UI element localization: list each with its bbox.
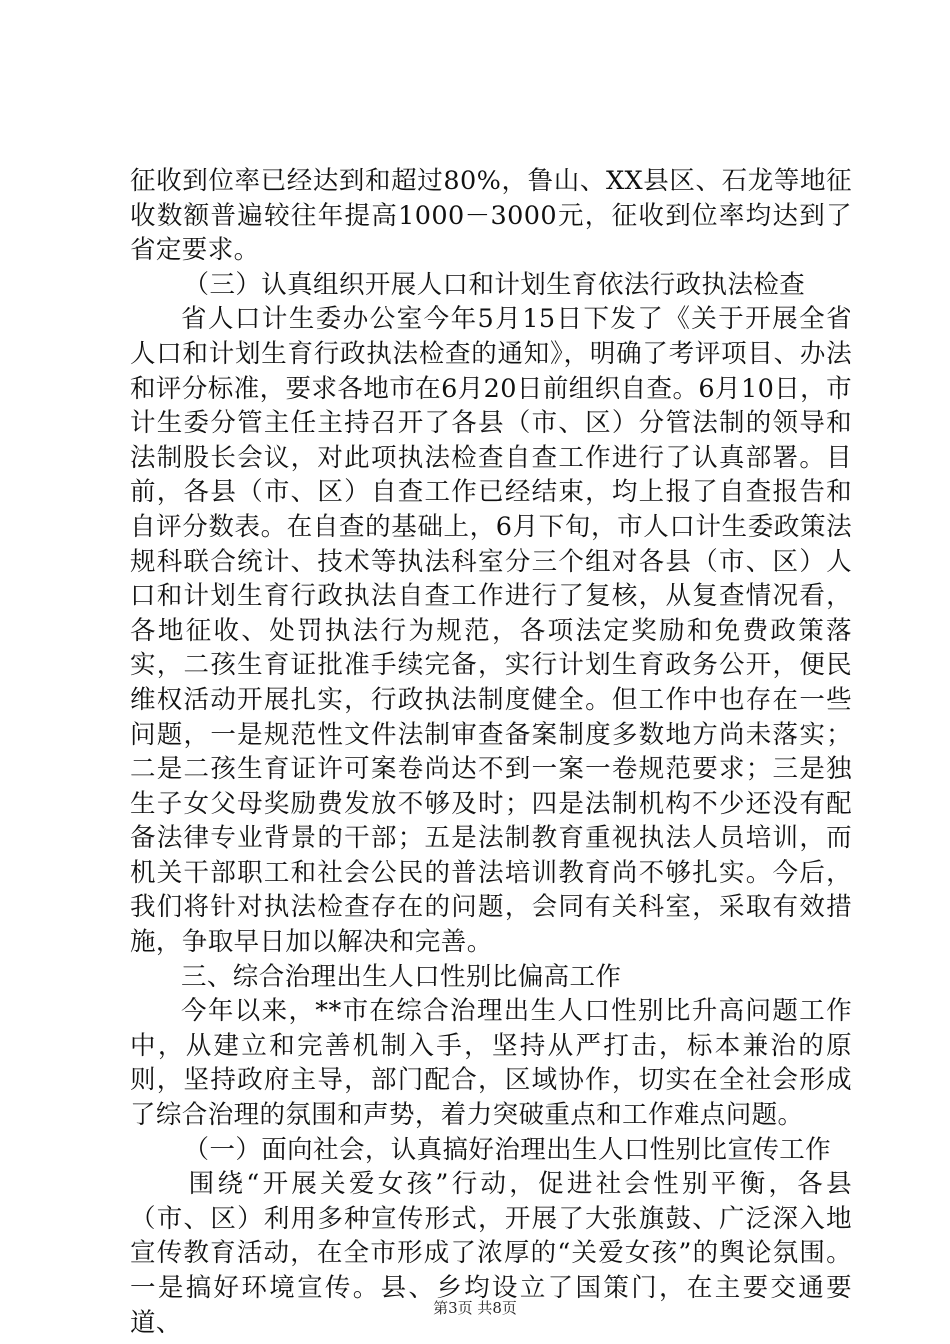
paragraph-fee-collection: 征收到位率已经达到和超过80%，鲁山、XX县区、石龙等地征收数额普遍较往年提高1000－3000元，征收到位率均达到了省定要求。 (130, 166, 852, 266)
paragraph-sex-ratio-overview: 今年以来，**市在综合治理出生人口性别比升高问题工作中，从建立和完善机制入手，坚持从严打击，标本兼治的原则，坚持政府主导，部门配合，区域协作，切实在全社会形成了综合治理的氛围和声势，着力突破重点和工作难点问题。 (130, 996, 852, 1131)
document-body (130, 164, 852, 1340)
paragraph-inspection-details: 省人口计生委办公室今年5月15日下发了《关于开展全省人口和计划生育行政执法检查的通知》，明确了考评项目、办法和评分标准，要求各地市在6月20日前组织自查。6月10日，市计生委分管主任主持召开了各县（市、区）分管法制的领导和法制股长会议，对此项执法检查自查工作进行了认真部署。目前，各县（市、区）自查工作已经结束，均上报了自查报告和自评分数表。在自查的基础上，6月下旬，市人口计生委政策法规科联合统计、技术等执法科室分三个组对各县（市、区）人口和计划生育行政执法自查工作进行了复核，从复查情况看，各地征收、处罚执法行为规范，各项法定奖励和免费政策落实，二孩生育证批准手续完备，实行计划生育政务公开，便民维权活动开展扎实，行政执法制度健全。但工作中也存在一些问题，一是规范性文件法制审查备案制度多数地方尚未落实；二是二孩生育证许可案卷尚达不到一案一卷规范要求；三是独生子女父母奖励费发放不够及时；四是法制机构不少还没有配备法律专业背景的干部；五是法制教育重视执法人员培训，而机关干部职工和社会公民的普法培训教育尚不够扎实。今后，我们将针对执法检查存在的问题，会同有关科室，采取有效措施，争取早日加以解决和完善。 (130, 304, 852, 958)
paragraph-publicity-details: 围绕“开展关爱女孩”行动，促进社会性别平衡，各县（市、区）利用多种宣传形式，开展了大张旗鼓、广泛深入地宣传教育活动，在全市形成了浓厚的“关爱女孩”的舆论氛围。一是搞好环境宣传。县、乡均设立了国策门，在主要交通要道、 (130, 1169, 852, 1338)
heading-publicity-work: （一）面向社会，认真搞好治理出生人口性别比宣传工作 (183, 1134, 832, 1165)
heading-sex-ratio-work: 三、综合治理出生人口性别比偏高工作 (181, 961, 622, 992)
page-number-footer: 第3页 共8页 (433, 1299, 517, 1317)
heading-law-enforcement-inspection: （三）认真组织开展人口和计划生育依法行政执法检查 (183, 269, 806, 300)
